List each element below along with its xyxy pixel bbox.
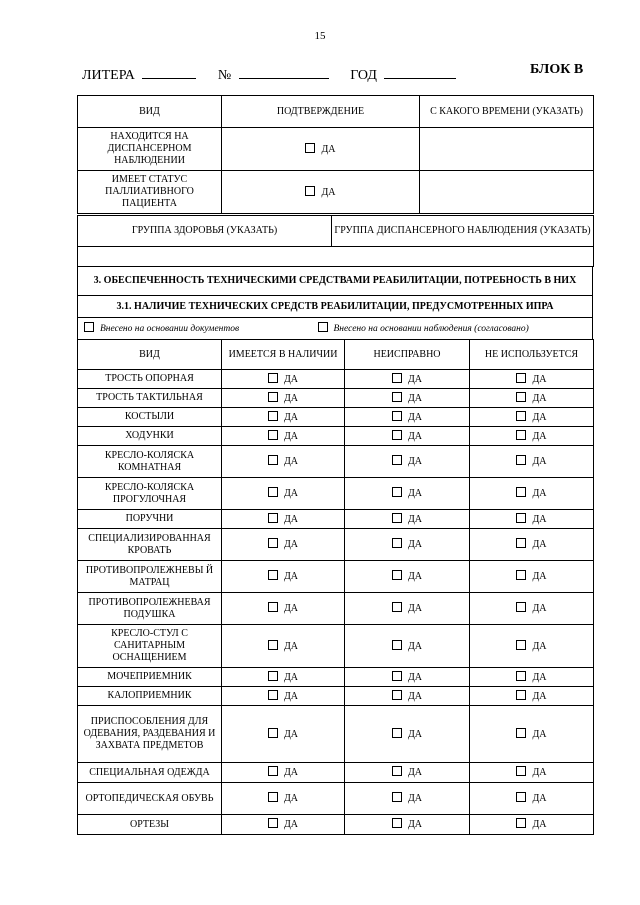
header-available: ИМЕЕТСЯ В НАЛИЧИИ [222, 340, 345, 370]
device-label: ПРОТИВОПРОЛЕЖНЕВЫ Й МАТРАЦ [78, 561, 222, 593]
option-label: ДА [532, 767, 547, 778]
header-not-used: НЕ ИСПОЛЬЗУЕТСЯ [470, 340, 594, 370]
faulty-checkbox[interactable] [392, 671, 402, 681]
basis-row [78, 318, 593, 340]
option-label: ДА [407, 640, 423, 652]
not-used-cell [470, 561, 594, 593]
basis-observation-label: Внесено на основании наблюдения (согласовано) [333, 324, 529, 334]
option-label: ДА [283, 513, 299, 525]
basis-documents-checkbox[interactable] [84, 322, 94, 332]
not-used-checkbox[interactable] [516, 430, 526, 440]
year-field[interactable] [384, 66, 456, 79]
option-label: ДА [407, 571, 423, 582]
palliative-since-field[interactable] [420, 171, 594, 214]
available-checkbox[interactable] [268, 818, 278, 828]
available-checkbox[interactable] [268, 671, 278, 681]
table-row [78, 687, 594, 706]
not-used-checkbox[interactable] [516, 728, 526, 738]
not-used-checkbox[interactable] [516, 487, 526, 497]
available-cell [222, 763, 345, 783]
available-cell [222, 389, 345, 408]
device-label: ТРОСТЬ ТАКТИЛЬНАЯ [78, 389, 222, 408]
option-label: ДА [407, 411, 423, 423]
faulty-checkbox[interactable] [392, 792, 402, 802]
option-label: ДА [283, 690, 299, 702]
available-cell [222, 625, 345, 668]
available-checkbox[interactable] [268, 538, 278, 548]
faulty-cell [345, 446, 470, 478]
option-label: ДА [283, 411, 299, 423]
faulty-checkbox[interactable] [392, 602, 402, 612]
faulty-checkbox[interactable] [392, 690, 402, 700]
available-checkbox[interactable] [268, 430, 278, 440]
option-label: ДА [407, 539, 423, 550]
not-used-checkbox[interactable] [516, 538, 526, 548]
section-3-table [77, 266, 593, 340]
option-label: ДА [283, 640, 299, 652]
faulty-checkbox[interactable] [392, 818, 402, 828]
option-label: ДА [407, 603, 423, 614]
table-row [78, 593, 594, 625]
not-used-checkbox[interactable] [516, 513, 526, 523]
faulty-cell [345, 389, 470, 408]
available-checkbox[interactable] [268, 487, 278, 497]
option-label: ДА [283, 392, 299, 404]
option-label: ДА [407, 392, 423, 404]
faulty-checkbox[interactable] [392, 487, 402, 497]
table-row [78, 389, 594, 408]
palliative-checkbox[interactable] [305, 186, 315, 196]
option-label: ДА [283, 819, 299, 830]
faulty-checkbox[interactable] [392, 640, 402, 650]
not-used-cell [470, 625, 594, 668]
option-label: ДА [532, 392, 547, 404]
faulty-cell [345, 593, 470, 625]
faulty-cell [345, 427, 470, 446]
not-used-checkbox[interactable] [516, 818, 526, 828]
table-row [78, 561, 594, 593]
not-used-cell [470, 783, 594, 815]
number-field[interactable] [239, 66, 329, 79]
option-label: ДА [283, 373, 299, 385]
not-used-cell [470, 370, 594, 389]
option-label: ДА [532, 430, 547, 442]
table-row [78, 783, 594, 815]
option-label: ДА [407, 793, 423, 804]
not-used-checkbox[interactable] [516, 411, 526, 421]
table-row [78, 706, 594, 763]
faulty-cell [345, 706, 470, 763]
option-label: ДА [283, 767, 299, 778]
litera-label: ЛИТЕРА [82, 68, 135, 83]
available-checkbox[interactable] [268, 640, 278, 650]
not-used-checkbox[interactable] [516, 766, 526, 776]
option-label: ДА [407, 373, 423, 385]
option-label: ДА [532, 571, 547, 582]
option-label: ДА [283, 728, 299, 740]
number-label: № [217, 68, 232, 83]
available-checkbox[interactable] [268, 455, 278, 465]
faulty-checkbox[interactable] [392, 430, 402, 440]
dispensary-confirm-cell [222, 128, 420, 171]
table-row [78, 427, 594, 446]
device-label: ПОРУЧНИ [78, 510, 222, 529]
section-3-1-title: 3.1. НАЛИЧИЕ ТЕХНИЧЕСКИХ СРЕДСТВ РЕАБИЛИТАЦИИ, ПРЕДУСМОТРЕННЫХ ИПРА [78, 296, 593, 318]
health-group-field[interactable] [78, 247, 594, 267]
table-row [78, 763, 594, 783]
not-used-cell [470, 529, 594, 561]
option-label: ДА [407, 671, 423, 683]
not-used-cell [470, 389, 594, 408]
device-label: КРЕСЛО-КОЛЯСКА ПРОГУЛОЧНАЯ [78, 478, 222, 510]
available-cell [222, 529, 345, 561]
option-label: ДА [407, 728, 423, 740]
section-3-title: 3. ОБЕСПЕЧЕННОСТЬ ТЕХНИЧЕСКИМИ СРЕДСТВАМИ РЕАБИЛИТАЦИИ, ПОТРЕБНОСТЬ В НИХ [78, 267, 593, 296]
option-label: ДА [283, 430, 299, 442]
option-label: ДА [407, 819, 423, 830]
table-row [78, 668, 594, 687]
not-used-cell [470, 446, 594, 478]
device-label: ПРОТИВОПРОЛЕЖНЕВАЯ ПОДУШКА [78, 593, 222, 625]
devices-table [77, 339, 594, 835]
device-label: ТРОСТЬ ОПОРНАЯ [78, 370, 222, 389]
available-checkbox[interactable] [268, 392, 278, 402]
table-row [78, 529, 594, 561]
not-used-cell [470, 668, 594, 687]
available-checkbox[interactable] [268, 602, 278, 612]
option-label: ДА [283, 671, 299, 683]
not-used-checkbox[interactable] [516, 640, 526, 650]
available-cell [222, 478, 345, 510]
dispensary-since-field[interactable] [420, 128, 594, 171]
device-label: КРЕСЛО-КОЛЯСКА КОМНАТНАЯ [78, 446, 222, 478]
device-label: ПРИСПОСОБЛЕНИЯ ДЛЯ ОДЕВАНИЯ, РАЗДЕВАНИЯ И ЗАХВАТА ПРЕДМЕТОВ [78, 706, 222, 763]
faulty-cell [345, 668, 470, 687]
page-number: 15 [314, 30, 326, 42]
available-checkbox[interactable] [268, 513, 278, 523]
available-cell [222, 593, 345, 625]
faulty-cell [345, 510, 470, 529]
device-label: СПЕЦИАЛИЗИРОВАННАЯ КРОВАТЬ [78, 529, 222, 561]
faulty-checkbox[interactable] [392, 570, 402, 580]
option-label: ДА [283, 539, 299, 550]
faulty-checkbox[interactable] [392, 728, 402, 738]
faulty-checkbox[interactable] [392, 538, 402, 548]
option-label: ДА [407, 456, 423, 467]
option-label: ДА [532, 456, 547, 467]
option-label: ДА [532, 539, 547, 550]
faulty-cell [345, 763, 470, 783]
option-label: ДА [532, 793, 547, 804]
dispensary-checkbox[interactable] [305, 143, 315, 153]
table-row [78, 408, 594, 427]
block-label: БЛОК В [530, 62, 584, 77]
faulty-cell [345, 529, 470, 561]
faulty-cell [345, 815, 470, 835]
option-label: ДА [532, 373, 547, 385]
faulty-cell [345, 478, 470, 510]
option-label: ДА [407, 430, 423, 442]
not-used-checkbox[interactable] [516, 690, 526, 700]
faulty-cell [345, 625, 470, 668]
available-cell [222, 427, 345, 446]
not-used-cell [470, 593, 594, 625]
status-table [77, 95, 594, 214]
available-checkbox[interactable] [268, 792, 278, 802]
available-checkbox[interactable] [268, 411, 278, 421]
option-label: ДА [283, 456, 299, 467]
option-label: ДА [283, 488, 299, 499]
available-cell [222, 446, 345, 478]
basis-observation-checkbox[interactable] [318, 322, 328, 332]
faulty-cell [345, 783, 470, 815]
faulty-cell [345, 408, 470, 427]
not-used-checkbox[interactable] [516, 570, 526, 580]
available-checkbox[interactable] [268, 690, 278, 700]
not-used-cell [470, 427, 594, 446]
option-label: ДА [532, 411, 547, 423]
device-label: КАЛОПРИЕМНИК [78, 687, 222, 706]
faulty-checkbox[interactable] [392, 455, 402, 465]
header-confirmation: ПОДТВЕРЖДЕНИЕ [222, 96, 420, 128]
faulty-checkbox[interactable] [392, 373, 402, 383]
available-cell [222, 510, 345, 529]
device-label: ОРТОПЕДИЧЕСКАЯ ОБУВЬ [78, 783, 222, 815]
option-label: ДА [283, 793, 299, 804]
option-label: ДА [321, 186, 336, 198]
litera-field[interactable] [142, 66, 196, 79]
available-cell [222, 687, 345, 706]
device-label: ХОДУНКИ [78, 427, 222, 446]
health-group-table [77, 215, 594, 267]
palliative-confirm-cell [222, 171, 420, 214]
option-label: ДА [407, 767, 423, 778]
not-used-checkbox[interactable] [516, 792, 526, 802]
faulty-cell [345, 370, 470, 389]
not-used-cell [470, 815, 594, 835]
device-label: КОСТЫЛИ [78, 408, 222, 427]
faulty-checkbox[interactable] [392, 513, 402, 523]
health-group-label: ГРУППА ЗДОРОВЬЯ (УКАЗАТЬ) [78, 216, 332, 247]
row-label-dispensary: НАХОДИТСЯ НА ДИСПАНСЕРНОМ НАБЛЮДЕНИИ [78, 128, 222, 171]
option-label: ДА [532, 488, 547, 499]
not-used-cell [470, 408, 594, 427]
option-label: ДА [407, 488, 423, 499]
option-label: ДА [321, 143, 336, 155]
header-faulty: НЕИСПРАВНО [345, 340, 470, 370]
option-label: ДА [532, 690, 547, 702]
available-cell [222, 561, 345, 593]
device-label: КРЕСЛО-СТУЛ С САНИТАРНЫМ ОСНАЩЕНИЕМ [78, 625, 222, 668]
option-label: ДА [532, 513, 547, 525]
faulty-checkbox[interactable] [392, 392, 402, 402]
header-type: ВИД [78, 96, 222, 128]
table-row [78, 815, 594, 835]
faulty-cell [345, 687, 470, 706]
form-header [82, 66, 456, 84]
available-cell [222, 815, 345, 835]
not-used-checkbox[interactable] [516, 373, 526, 383]
not-used-checkbox[interactable] [516, 455, 526, 465]
not-used-cell [470, 706, 594, 763]
device-label: СПЕЦИАЛЬНАЯ ОДЕЖДА [78, 763, 222, 783]
table-row [78, 478, 594, 510]
option-label: ДА [407, 513, 423, 525]
not-used-cell [470, 510, 594, 529]
available-cell [222, 668, 345, 687]
option-label: ДА [532, 640, 547, 652]
basis-documents-label: Внесено на основании документов [100, 324, 240, 334]
faulty-checkbox[interactable] [392, 411, 402, 421]
available-checkbox[interactable] [268, 728, 278, 738]
option-label: ДА [532, 671, 547, 683]
option-label: ДА [532, 728, 547, 740]
faulty-cell [345, 561, 470, 593]
faulty-checkbox[interactable] [392, 766, 402, 776]
option-label: ДА [407, 690, 423, 702]
not-used-cell [470, 478, 594, 510]
available-cell [222, 783, 345, 815]
device-label: МОЧЕПРИЕМНИК [78, 668, 222, 687]
dispensary-group-label: ГРУППА ДИСПАНСЕРНОГО НАБЛЮДЕНИЯ (УКАЗАТЬ) [332, 216, 594, 247]
option-label: ДА [283, 603, 299, 614]
available-cell [222, 370, 345, 389]
table-row [78, 446, 594, 478]
option-label: ДА [532, 603, 547, 614]
not-used-cell [470, 687, 594, 706]
available-cell [222, 706, 345, 763]
table-row [78, 510, 594, 529]
available-checkbox[interactable] [268, 766, 278, 776]
row-label-palliative: ИМЕЕТ СТАТУС ПАЛЛИАТИВНОГО ПАЦИЕНТА [78, 171, 222, 214]
not-used-checkbox[interactable] [516, 602, 526, 612]
table-row [78, 370, 594, 389]
device-label: ОРТЕЗЫ [78, 815, 222, 835]
header-since-when: С КАКОГО ВРЕМЕНИ (УКАЗАТЬ) [420, 96, 594, 128]
option-label: ДА [283, 571, 299, 582]
not-used-checkbox[interactable] [516, 671, 526, 681]
option-label: ДА [532, 819, 547, 830]
table-row [78, 625, 594, 668]
year-label: ГОД [350, 68, 377, 83]
available-checkbox[interactable] [268, 570, 278, 580]
not-used-cell [470, 763, 594, 783]
not-used-checkbox[interactable] [516, 392, 526, 402]
available-checkbox[interactable] [268, 373, 278, 383]
header-type: ВИД [78, 340, 222, 370]
available-cell [222, 408, 345, 427]
